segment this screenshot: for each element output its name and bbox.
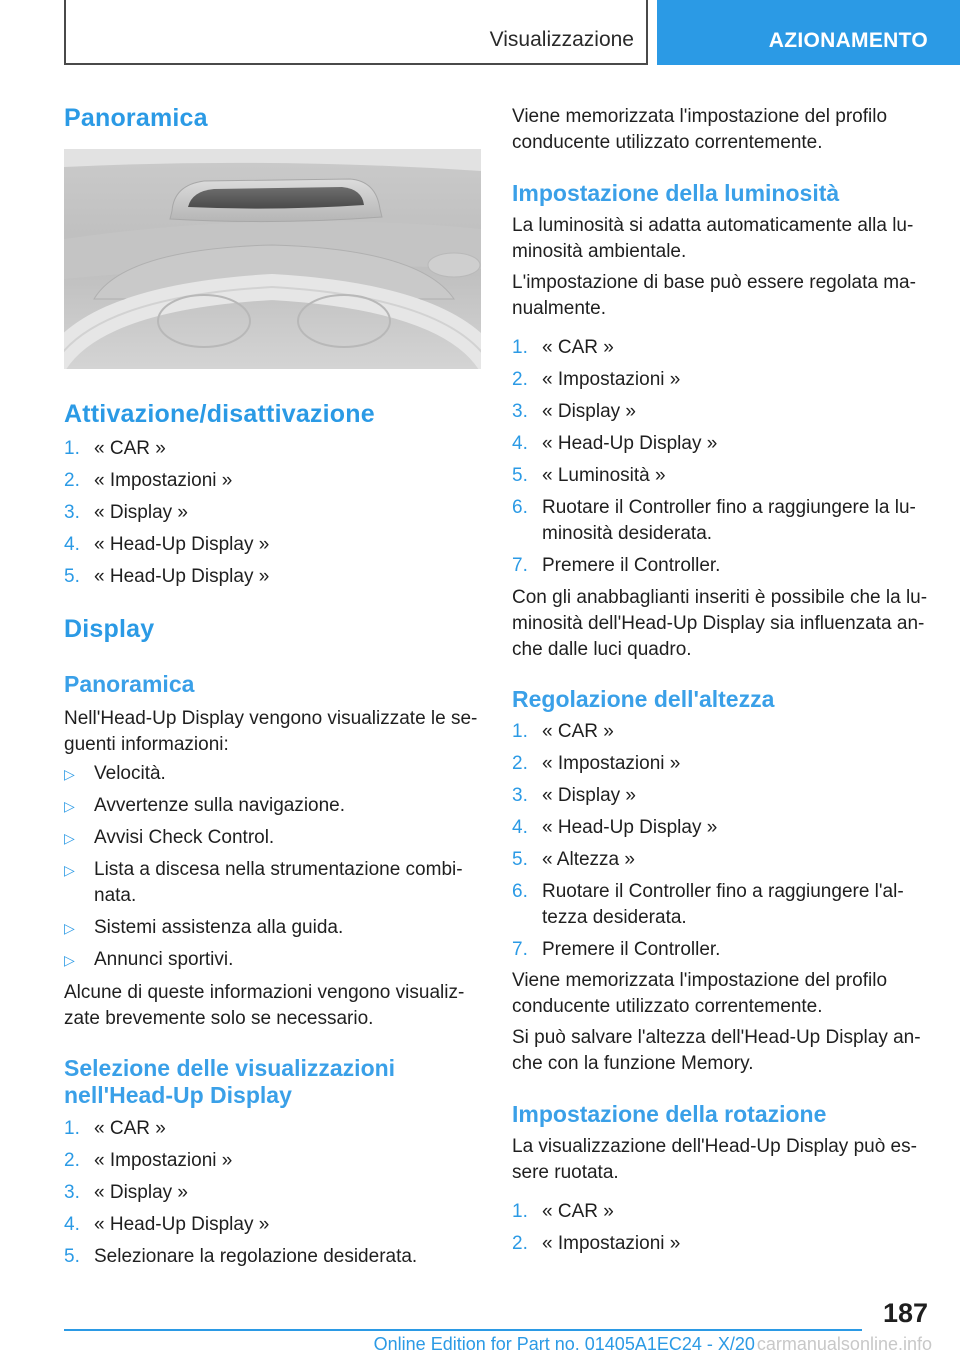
list-item: 4. « Head-Up Display »: [64, 534, 270, 555]
list-item: 7. Premere il Controller.: [512, 555, 721, 576]
list-item: 2. « Impostazioni »: [512, 753, 681, 774]
list-item: 2. « Impostazioni »: [64, 470, 233, 491]
footer-divider: [64, 1329, 862, 1331]
dashboard-illustration: [64, 149, 481, 369]
list-item: ▷ Lista a discesa nella strumentazione combi-nata.: [64, 859, 463, 906]
rotation-intro: La visualizzazione dell'Head-Up Display può es-sere ruotata.: [512, 1136, 917, 1183]
list-item: ▷ Avvertenze sulla navigazione.: [64, 793, 482, 819]
brightness-heading: Impostazione della luminosità: [512, 180, 840, 206]
list-item: 4. « Head-Up Display »: [512, 817, 718, 838]
list-item: 3. « Display »: [64, 502, 188, 523]
brightness-intro: La luminosità si adatta automaticamente alla lu-minosità ambientale.: [512, 215, 914, 262]
triangle-bullet-icon: ▷: [64, 952, 75, 968]
list-item: ▷ Avvisi Check Control.: [64, 825, 482, 851]
watermark: carmanualsonline.info: [756, 1334, 932, 1354]
height-profile-note: Viene memorizzata l'impostazione del profilo conducente utilizzato correntemente.: [512, 970, 888, 1017]
panoramica-subheading: Panoramica: [64, 671, 195, 697]
triangle-bullet-icon: ▷: [64, 798, 75, 814]
info-note: Alcune di queste informazioni vengono visualiz-zate brevemente solo se necessario.: [64, 982, 465, 1029]
profile-note: Viene memorizzata l'impostazione del profilo conducente utilizzato correntemente.: [512, 106, 888, 153]
list-item: 1. « CAR »: [512, 721, 614, 742]
list-item: 5. « Luminosità »: [512, 465, 666, 486]
list-item: ▷ Velocità.: [64, 761, 482, 787]
list-item: 6. Ruotare il Controller fino a raggiungere l'al-tezza desiderata.: [512, 881, 904, 928]
list-item: 2. « Impostazioni »: [512, 1233, 681, 1254]
display-heading: Display: [64, 615, 155, 643]
list-item: 5. Selezionare la regolazione desiderata.: [64, 1246, 418, 1267]
list-item: 4. « Head-Up Display »: [512, 433, 718, 454]
list-item: 4. « Head-Up Display »: [64, 1214, 270, 1235]
list-item: 5. « Head-Up Display »: [64, 566, 270, 587]
triangle-bullet-icon: ▷: [64, 862, 75, 878]
header-frame: [64, 0, 648, 65]
activation-steps: [64, 436, 482, 596]
header-chapter-title: AZIONAMENTO: [768, 29, 928, 52]
list-item: 1. « CAR »: [512, 337, 614, 358]
list-item: 2. « Impostazioni »: [512, 369, 681, 390]
list-item: 1. « CAR »: [512, 1201, 614, 1222]
triangle-bullet-icon: ▷: [64, 830, 75, 846]
info-list: [64, 761, 482, 979]
footer-edition: Online Edition for Part no. 01405A1EC24 - X/20 carmanualsonline.info: [373, 1334, 932, 1354]
head-up-display-photo: [64, 149, 481, 369]
list-item: 1. « CAR »: [64, 1118, 166, 1139]
brightness-manual: L'impostazione di base può essere regolata ma-nualmente.: [512, 272, 916, 319]
triangle-bullet-icon: ▷: [64, 766, 75, 782]
list-item: 1. « CAR »: [64, 438, 166, 459]
activation-heading: Attivazione/disattivazione: [64, 400, 375, 428]
header-section-title: Visualizzazione: [489, 28, 634, 51]
panoramica-intro: Nell'Head-Up Display vengono visualizzate le se-guenti informazioni:: [64, 708, 478, 755]
brightness-note: Con gli anabbaglianti inseriti è possibile che la lu-minosità dell'Head-Up Display sia influenzata an-che dalle luci quadro.: [512, 587, 928, 660]
list-item: 3. « Display »: [512, 785, 636, 806]
rotation-steps: [512, 1199, 930, 1263]
list-item: 2. « Impostazioni »: [64, 1150, 233, 1171]
height-heading: Regolazione dell'altezza: [512, 686, 775, 712]
list-item: 5. « Altezza »: [512, 849, 635, 870]
list-item: 6. Ruotare il Controller fino a raggiungere la lu-minosità desiderata.: [512, 497, 916, 544]
height-memory-note: Si può salvare l'altezza dell'Head-Up Display an-che con la funzione Memory.: [512, 1027, 921, 1074]
list-item: 3. « Display »: [512, 401, 636, 422]
triangle-bullet-icon: ▷: [64, 920, 75, 936]
list-item: 3. « Display »: [64, 1182, 188, 1203]
page-number: 187: [882, 1298, 928, 1328]
header-chapter-tab: [657, 0, 960, 65]
list-item: 7. Premere il Controller.: [512, 939, 721, 960]
selection-heading: Selezione delle visualizzazioni nell'Head-Up Display: [64, 1055, 396, 1108]
selection-steps: [64, 1116, 482, 1276]
rotation-heading: Impostazione della rotazione: [512, 1101, 827, 1127]
list-item: ▷ Sistemi assistenza alla guida.: [64, 915, 482, 941]
brightness-steps: [512, 335, 930, 585]
height-steps: [512, 719, 930, 969]
list-item: ▷ Annunci sportivi.: [64, 947, 482, 973]
panoramica-heading: Panoramica: [64, 104, 208, 132]
